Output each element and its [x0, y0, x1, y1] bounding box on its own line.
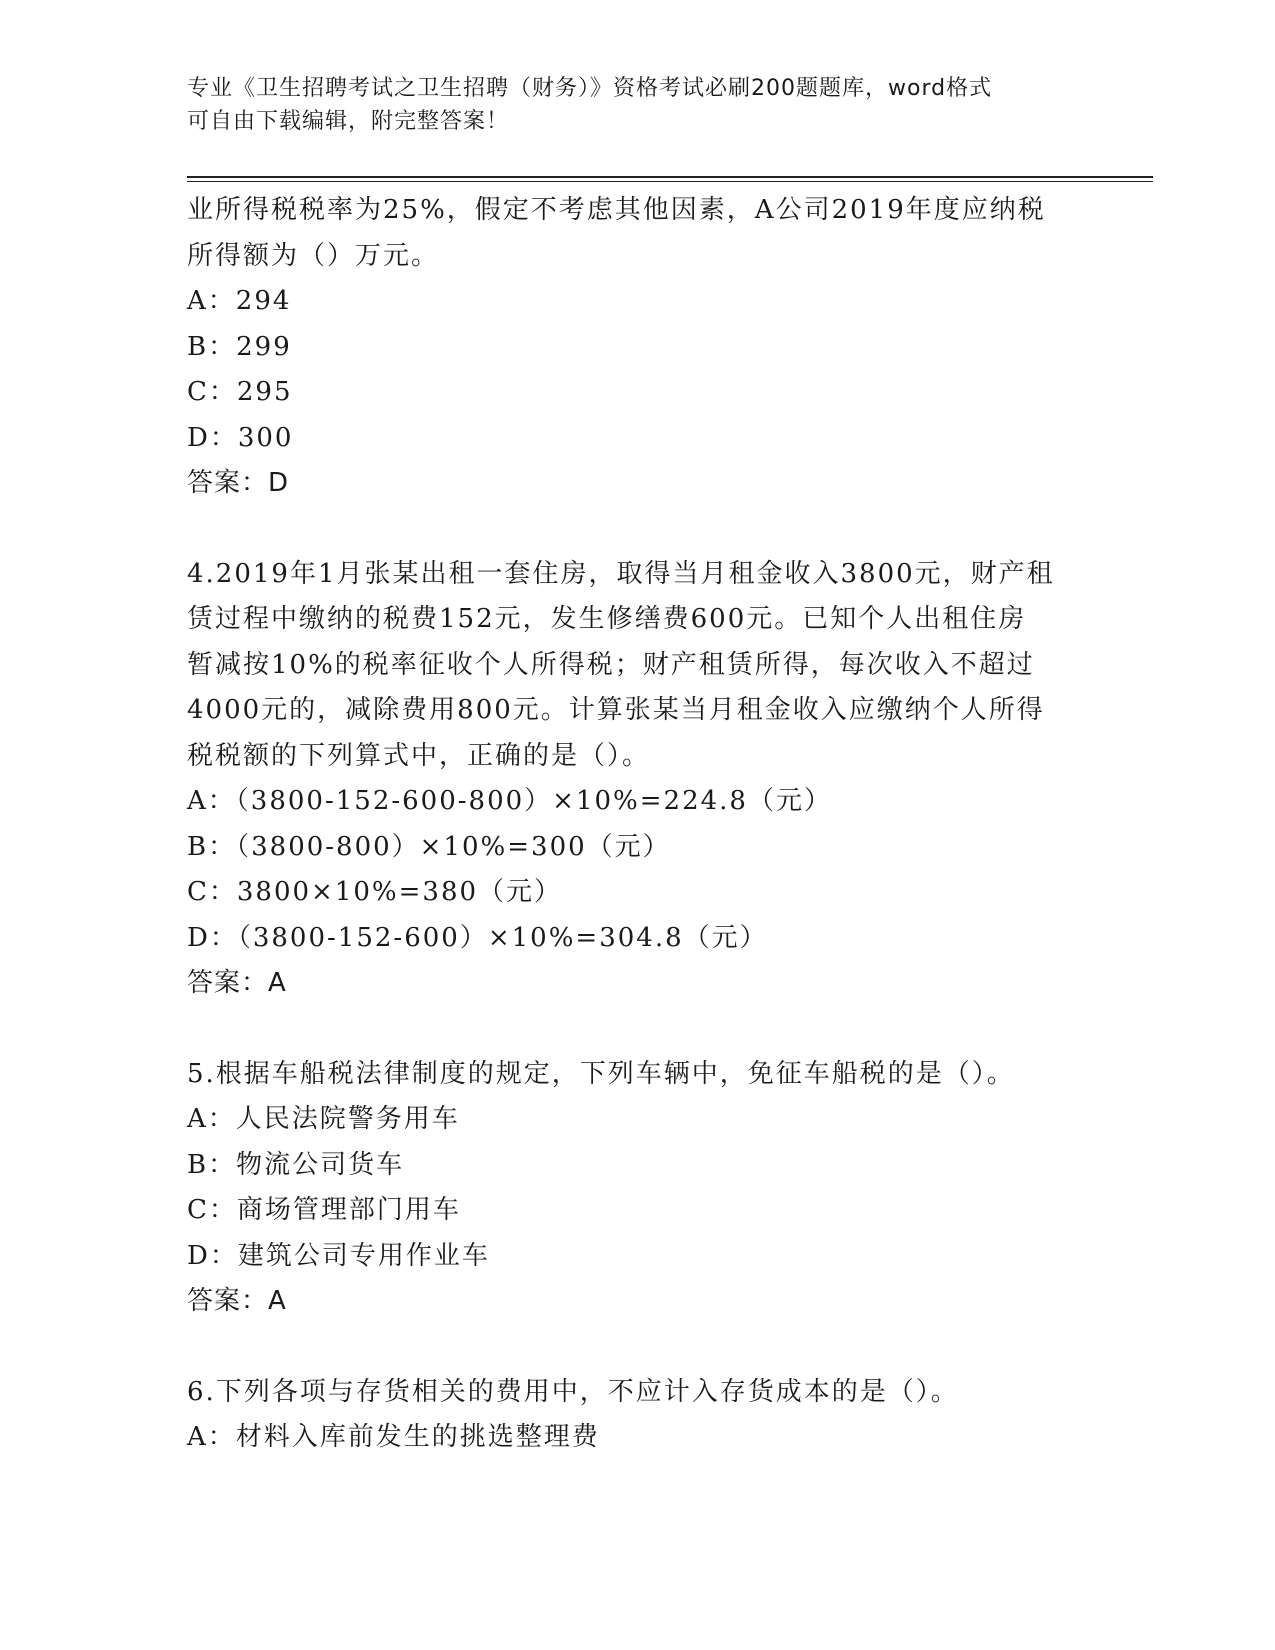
answer: 答案：A	[187, 968, 287, 998]
option-c: C：295	[187, 377, 293, 407]
option-a: A：294	[187, 286, 292, 316]
option-c: C：商场管理部门用车	[187, 1195, 461, 1225]
question-text: 税税额的下列算式中，正确的是（）。	[187, 740, 651, 771]
question-6	[187, 1370, 1087, 1461]
question-4	[187, 552, 1087, 1007]
question-text: 业所得税税率为25%，假定不考虑其他因素，A公司2019年度应纳税	[187, 195, 1046, 225]
document-header	[187, 72, 1067, 138]
option-b: B：299	[187, 331, 292, 362]
question-text: 5.根据车船税法律制度的规定，下列车辆中，免征车船税的是（）。	[187, 1058, 1015, 1089]
header-divider-bottom	[187, 181, 1153, 182]
header-divider-top	[187, 176, 1153, 178]
question-text: 赁过程中缴纳的税费152元，发生修缮费600元。已知个人出租住房	[187, 604, 1027, 634]
question-text: 6.下列各项与存货相关的费用中，不应计入存货成本的是（）。	[187, 1376, 959, 1407]
option-d: D：建筑公司专用作业车	[187, 1240, 490, 1271]
answer: 答案：A	[187, 1286, 287, 1316]
option-b: B：物流公司货车	[187, 1149, 405, 1180]
option-a: A：（3800-152-600-800）×10%=224.8（元）	[187, 786, 832, 816]
option-b: B：（3800-800）×10%=300（元）	[187, 831, 671, 862]
question-text: 所得额为（）万元。	[187, 240, 440, 271]
question-3	[187, 188, 1087, 507]
question-5	[187, 1052, 1087, 1325]
option-c: C：3800×10%=380（元）	[187, 877, 563, 907]
header-line-2: 可自由下载编辑，附完整答案！	[187, 109, 510, 134]
question-text: 4000元的，减除费用800元。计算张某当月租金收入应缴纳个人所得	[187, 695, 1045, 725]
option-d: D：300	[187, 422, 294, 453]
question-list	[187, 188, 1087, 1461]
header-line-1: 专业《卫生招聘考试之卫生招聘（财务）》资格考试必刷200题题库，word格式	[187, 76, 993, 101]
question-text: 暂减按10%的税率征收个人所得税；财产租赁所得，每次收入不超过	[187, 649, 1035, 680]
question-text: 4.2019年1月张某出租一套住房，取得当月租金收入3800元，财产租	[187, 558, 1055, 589]
option-d: D：（3800-152-600）×10%=304.8（元）	[187, 922, 768, 953]
answer: 答案：D	[187, 468, 290, 498]
option-a: A：人民法院警务用车	[187, 1104, 460, 1134]
option-a: A：材料入库前发生的挑选整理费	[187, 1422, 600, 1452]
